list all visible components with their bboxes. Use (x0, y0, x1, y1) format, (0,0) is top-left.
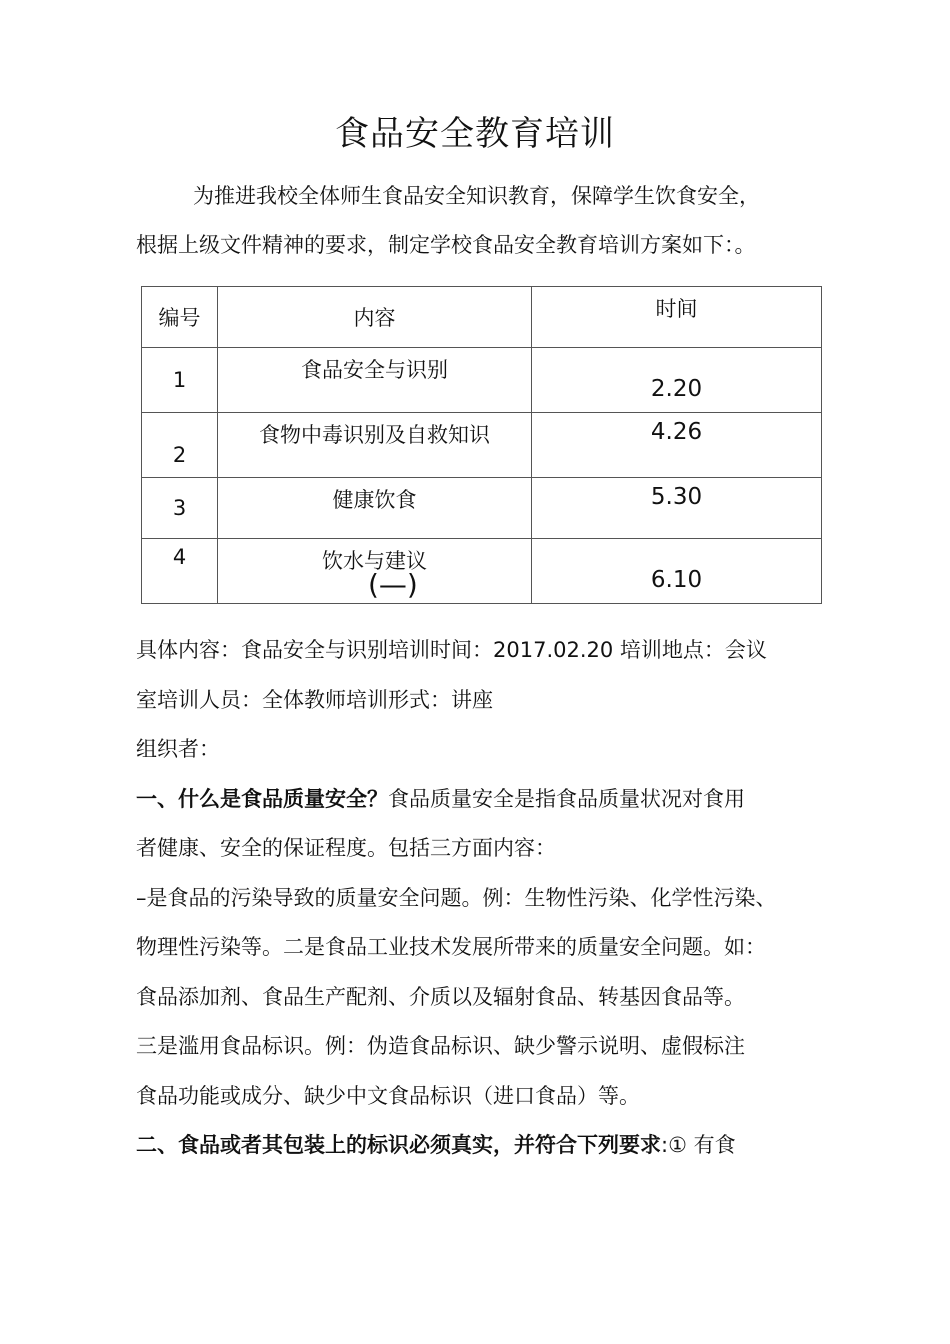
row-number: 4 (142, 539, 218, 604)
body-line: 组织者： (136, 737, 220, 761)
body-line: 食品功能或成分、缺少中文食品标识（进口食品）等。 (136, 1083, 640, 1108)
row-content: 健康饮食 (218, 478, 532, 539)
section-marker: (—) (368, 568, 418, 601)
header-number: 编号 (142, 287, 218, 348)
body-line: –是食品的污染导致的质量安全问题。例：生物性污染、化学性污染、 (136, 885, 777, 910)
section-heading-1: 一、什么是食品质量安全？ (136, 786, 388, 811)
body-line: 具体内容：食品安全与识别培训时间：2017.02.20 培训地点：会议 (136, 638, 767, 662)
row-date: 5.30 (532, 478, 822, 539)
intro-line-1: 为推进我校全体师生食品安全知识教育，保障学生饮食安全， (193, 184, 760, 208)
table-row (142, 478, 822, 539)
header-time: 时间 (532, 287, 822, 348)
header-content: 内容 (218, 287, 532, 348)
body-line (136, 775, 836, 825)
row-number: 3 (142, 478, 218, 539)
row-date: 4.26 (532, 413, 822, 478)
row-content: 食物中毒识别及自救知识 (218, 413, 532, 478)
intro-line-2: 根据上级文件精神的要求，制定学校食品安全教育培训方案如下：。 (136, 233, 756, 257)
body-line: 者健康、安全的保证程度。包括三方面内容： (136, 836, 556, 860)
row-content: 饮水与建议 (218, 539, 532, 604)
section-text: 食品质量安全是指食品质量状况对食用 (388, 786, 745, 811)
table-row (142, 413, 822, 478)
row-number: 1 (142, 348, 218, 413)
schedule-table (141, 286, 822, 604)
body-line (136, 1121, 836, 1171)
body-line: 物理性污染等。二是食品工业技术发展所带来的质量安全问题。如： (136, 935, 766, 959)
body-line: 三是滥用食品标识。例：伪造食品标识、缺少警示说明、虚假标注 (136, 1034, 745, 1058)
intro-paragraph (136, 172, 826, 270)
page-title: 食品安全教育培训 (335, 114, 615, 154)
table-header-row (142, 287, 822, 348)
body-line: 食品添加剂、食品生产配剂、介质以及辐射食品、转基因食品等。 (136, 984, 745, 1009)
row-content: 食品安全与识别 (218, 348, 532, 413)
row-date: 6.10 (532, 539, 822, 604)
row-date: 2.20 (532, 348, 822, 413)
section-heading-2: 二、食品或者其包装上的标识必须真实，并符合下列要求 (136, 1133, 661, 1157)
table-row (142, 539, 822, 604)
row-number: 2 (142, 413, 218, 478)
body-text (136, 626, 836, 1171)
table-row (142, 348, 822, 413)
body-line: 室培训人员：全体教师培训形式：讲座 (136, 687, 493, 712)
section-text: :① 有食 (661, 1133, 736, 1157)
